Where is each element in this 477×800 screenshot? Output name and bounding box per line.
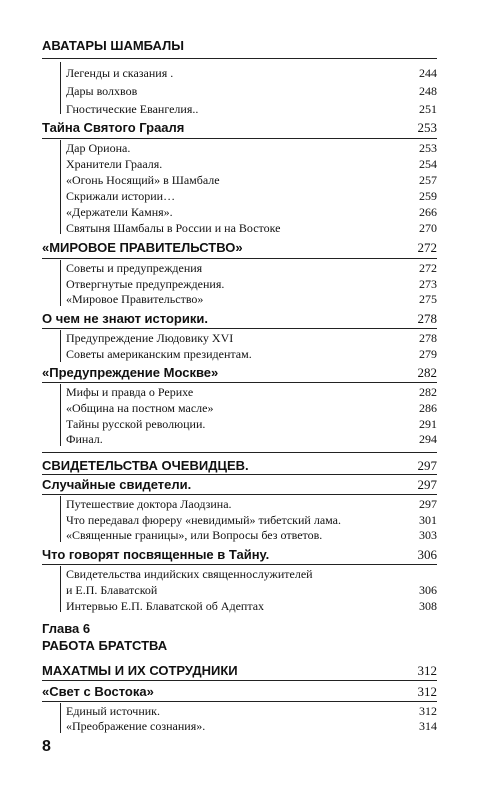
section-rule bbox=[42, 382, 437, 383]
toc-entry: Советы и предупреждения 272 bbox=[66, 261, 437, 275]
indent-bar bbox=[60, 703, 61, 733]
toc-heading: Что говорят посвященные в Тайну. 306 bbox=[42, 547, 437, 562]
toc-entry: Отвергнутые предупреждения. 273 bbox=[66, 277, 437, 291]
toc-entry: и Е.П. Блаватской 306 bbox=[66, 583, 437, 597]
toc-heading: Тайна Святого Грааля 253 bbox=[42, 120, 437, 135]
toc-heading: «Предупреждение Москве» 282 bbox=[42, 365, 437, 380]
toc-heading: МАХАТМЫ И ИХ СОТРУДНИКИ 312 bbox=[42, 663, 437, 678]
toc-heading: О чем не знают историки. 278 bbox=[42, 311, 437, 326]
toc-entry: Предупреждение Людовику XVI 278 bbox=[66, 331, 437, 345]
toc-entry: Путешествие доктора Лаодзина. 297 bbox=[66, 497, 437, 511]
toc-entry: Единый источник. 312 bbox=[66, 704, 437, 718]
section-rule bbox=[42, 564, 437, 565]
toc-entry: Легенды и сказания . 244 bbox=[66, 66, 437, 80]
toc-entry: Гностические Евангелия.. 251 bbox=[66, 102, 437, 116]
toc-entry: Тайны русской революции. 291 bbox=[66, 417, 437, 431]
indent-bar bbox=[60, 260, 61, 306]
toc-entry: Советы американским президентам. 279 bbox=[66, 347, 437, 361]
toc-heading: «Свет с Востока» 312 bbox=[42, 684, 437, 699]
toc-entry: Интервью Е.П. Блаватской об Адептах 308 bbox=[66, 599, 437, 613]
section-rule bbox=[42, 452, 437, 453]
toc-heading: СВИДЕТЕЛЬСТВА ОЧЕВИДЦЕВ. 297 bbox=[42, 458, 437, 473]
toc-entry: Финал. 294 bbox=[66, 432, 437, 446]
section-rule bbox=[42, 474, 437, 475]
section-rule bbox=[42, 494, 437, 495]
section-rule bbox=[42, 328, 437, 329]
toc-entry: Скрижали истории… 259 bbox=[66, 189, 437, 203]
chapter-label: Глава 6 bbox=[42, 621, 91, 636]
toc-entry: Святыня Шамбалы в России и на Востоке 270 bbox=[66, 221, 437, 235]
toc-heading: АВАТАРЫ ШАМБАЛЫ bbox=[42, 38, 184, 53]
section-rule bbox=[42, 680, 437, 681]
toc-entry: Дар Ориона. 253 bbox=[66, 141, 437, 155]
chapter-title: РАБОТА БРАТСТВА bbox=[42, 638, 168, 653]
toc-heading: «МИРОВОЕ ПРАВИТЕЛЬСТВО» 272 bbox=[42, 240, 437, 255]
section-rule bbox=[42, 58, 437, 59]
indent-bar bbox=[60, 566, 61, 612]
section-rule bbox=[42, 258, 437, 259]
toc-entry: «Мировое Правительство» 275 bbox=[66, 292, 437, 306]
indent-bar bbox=[60, 62, 61, 114]
toc-entry: «Держатели Камня». 266 bbox=[66, 205, 437, 219]
toc-entry: Мифы и правда о Рерихе 282 bbox=[66, 385, 437, 399]
section-rule bbox=[42, 701, 437, 702]
toc-entry: «Огонь Носящий» в Шамбале 257 bbox=[66, 173, 437, 187]
toc-entry: Свидетельства индийских священнослужителей bbox=[66, 567, 313, 581]
toc-entry: Что передавал фюреру «невидимый» тибетский лама. 301 bbox=[66, 513, 437, 527]
page-number: 8 bbox=[42, 738, 51, 755]
toc-entry: «Община на постном масле» 286 bbox=[66, 401, 437, 415]
section-rule bbox=[42, 138, 437, 139]
indent-bar bbox=[60, 330, 61, 362]
toc-entry: Дары волхвов 248 bbox=[66, 84, 437, 98]
indent-bar bbox=[60, 140, 61, 234]
toc-entry: «Преображение сознания». 314 bbox=[66, 719, 437, 733]
toc-entry: «Священные границы», или Вопросы без ответов. 303 bbox=[66, 528, 437, 542]
toc-entry: Хранители Грааля. 254 bbox=[66, 157, 437, 171]
toc-heading: Случайные свидетели. 297 bbox=[42, 477, 437, 492]
indent-bar bbox=[60, 384, 61, 446]
indent-bar bbox=[60, 496, 61, 542]
